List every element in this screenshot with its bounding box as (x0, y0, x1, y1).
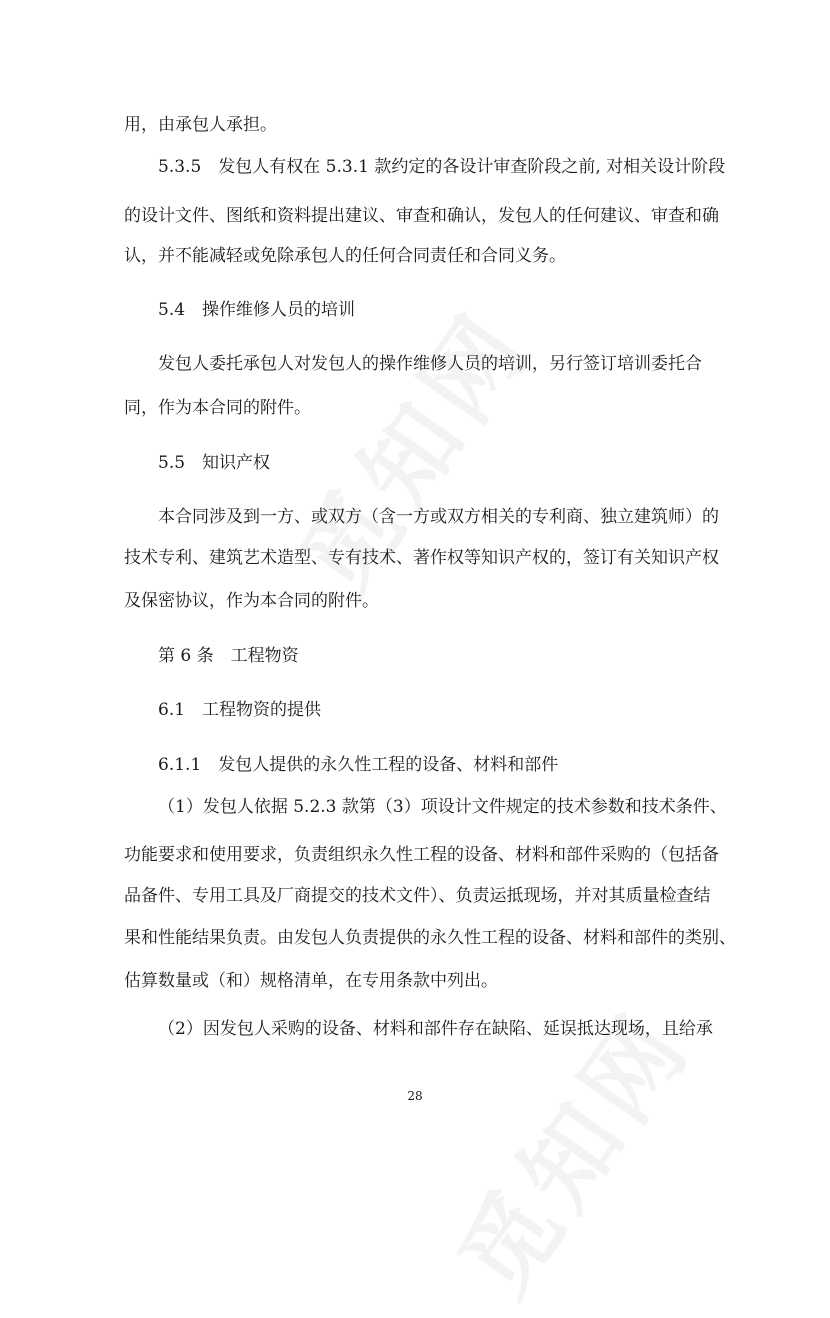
paragraph-line: 发包人委托承包人对发包人的操作维修人员的培训，另行签订培训委托合 (158, 354, 702, 374)
clause-6-1-1-heading: 6.1.1 发包人提供的永久性工程的设备、材料和部件 (158, 755, 559, 775)
section-5-5-heading: 5.5 知识产权 (158, 453, 271, 473)
paragraph-line: 果和性能结果负责。由发包人负责提供的永久性工程的设备、材料和部件的类别、 (124, 928, 736, 948)
article-6-heading: 第 6 条 工程物资 (158, 646, 299, 666)
paragraph-line: （1）发包人依据 5.2.3 款第（3）项设计文件规定的技术参数和技术条件、 (158, 797, 727, 817)
page-number: 28 (407, 1089, 423, 1103)
paragraph-line: 功能要求和使用要求，负责组织永久性工程的设备、材料和部件采购的（包括备 (124, 845, 719, 865)
paragraph-line: 技术专利、建筑艺术造型、专有技术、著作权等知识产权的，签订有关知识产权 (124, 548, 719, 568)
paragraph-line: 的设计文件、图纸和资料提出建议、审查和确认，发包人的任何建议、审查和确 (124, 206, 719, 226)
paragraph-line: 同，作为本合同的附件。 (124, 398, 311, 418)
paragraph-line: 估算数量或（和）规格清单，在专用条款中列出。 (124, 971, 498, 991)
paragraph-line: 本合同涉及到一方、或双方（含一方或双方相关的专利商、独立建筑师）的 (158, 507, 719, 527)
section-6-1-heading: 6.1 工程物资的提供 (158, 700, 322, 720)
paragraph-line: 认，并不能减轻或免除承包人的任何合同责任和合同义务。 (124, 246, 566, 266)
paragraph-line: 品备件、专用工具及厂商提交的技术文件）、负责运抵现场，并对其质量检查结 (124, 886, 711, 906)
section-5-4-heading: 5.4 操作维修人员的培训 (158, 300, 356, 320)
clause-5-3-5-line: 5.3.5 发包人有权在 5.3.1 款约定的各设计审查阶段之前, 对相关设计阶段 (158, 157, 726, 177)
paragraph-line: （2）因发包人采购的设备、材料和部件存在缺陷、延误抵达现场，且给承 (158, 1019, 713, 1039)
paragraph-line: 及保密协议，作为本合同的附件。 (124, 591, 379, 611)
paragraph-line: 用，由承包人承担。 (124, 115, 277, 135)
